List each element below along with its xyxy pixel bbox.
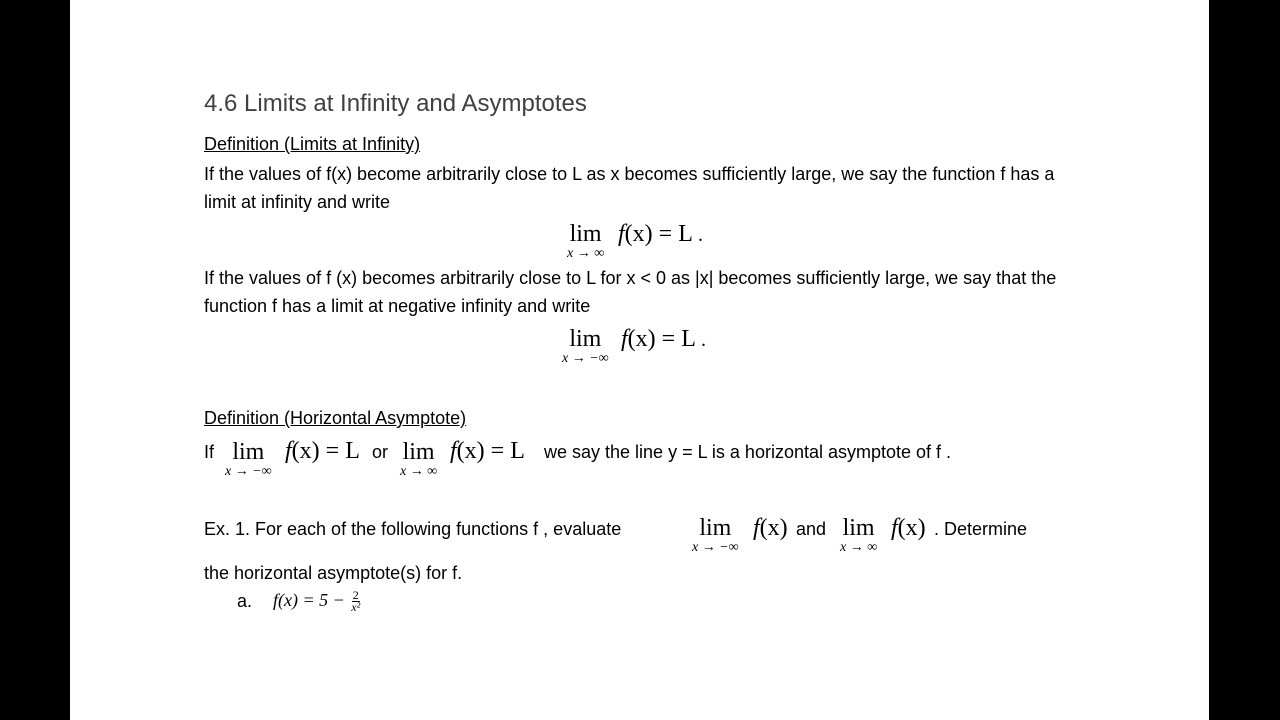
function-arg: (x)	[759, 515, 788, 541]
function-f: f	[753, 515, 760, 541]
lim-word: lim	[569, 221, 602, 247]
example-item-a-label: a.	[237, 591, 253, 611]
function-arg: (x)	[291, 438, 320, 464]
lim-subscript: x → ∞	[840, 540, 878, 555]
lim-word: lim	[699, 515, 732, 541]
function-f: f	[285, 438, 292, 464]
limit-expression-pos-inf	[618, 220, 703, 249]
definition-limits-text-2: If the values of f (x) becomes arbitrarily close to L for x < 0 as |x| becomes sufficiently large, we say that the function f has a limit at negative infinity and write	[204, 268, 1057, 316]
limit-operator-neg-inf	[562, 327, 609, 367]
slide	[70, 0, 1209, 720]
function-arg: (x)	[456, 438, 485, 464]
asymptote-expression-2	[450, 437, 525, 465]
slide-title: 4.6 Limits at Infinity and Asymptotes	[204, 90, 587, 117]
lim-word: lim	[569, 326, 602, 352]
limit-expression-neg-inf	[621, 325, 706, 354]
function-f: f	[618, 221, 625, 247]
lim-subscript: x → −∞	[692, 540, 739, 555]
function-arg: (x)	[624, 221, 653, 247]
example-item-a-expression	[273, 588, 360, 613]
lim-subscript: x → −∞	[225, 464, 272, 479]
asymptote-if: If	[204, 442, 215, 462]
example-limit-neg-inf	[692, 516, 739, 556]
lim-word: lim	[232, 439, 265, 465]
limit-operator-pos-inf	[567, 222, 604, 262]
period: .	[700, 329, 706, 351]
lim-subscript: x → ∞	[400, 464, 438, 479]
example-expression-1	[753, 514, 788, 542]
lim-subscript: x → ∞	[567, 246, 605, 261]
lim-subscript: x → −∞	[562, 351, 609, 366]
function-f: f	[621, 326, 628, 352]
asymptote-conclusion: we say the line y = L is a horizontal asymptote of f .	[544, 442, 952, 462]
example-lead: Ex. 1. For each of the following functions f , evaluate	[204, 519, 622, 539]
asymptote-limit-pos-inf	[400, 440, 437, 480]
example-line-2: the horizontal asymptote(s) for f.	[204, 563, 463, 583]
function-arg: (x)	[627, 326, 656, 352]
equals-L: = L	[490, 438, 525, 464]
example-tail: . Determine	[934, 519, 1028, 539]
lim-word: lim	[402, 439, 435, 465]
item-a-lhs: f(x) = 5 −	[273, 590, 345, 610]
example-limit-pos-inf	[840, 516, 877, 556]
lim-word: lim	[842, 515, 875, 541]
example-and: and	[796, 519, 827, 539]
equals-L: = L	[658, 221, 692, 247]
definition-asymptote-heading: Definition (Horizontal Asymptote)	[204, 408, 467, 428]
fraction-denominator: x²	[351, 600, 361, 615]
asymptote-limit-neg-inf	[225, 440, 272, 480]
fraction-numerator: 2	[352, 588, 359, 603]
asymptote-or: or	[372, 442, 389, 462]
definition-limits-heading: Definition (Limits at Infinity)	[204, 134, 421, 154]
item-a-fraction	[351, 590, 360, 613]
period: .	[697, 224, 703, 246]
equals-L: = L	[325, 438, 360, 464]
function-arg: (x)	[897, 515, 926, 541]
asymptote-expression-1	[285, 437, 360, 465]
function-f: f	[891, 515, 898, 541]
example-expression-2	[891, 514, 926, 542]
definition-limits-text-1: If the values of f(x) become arbitrarily close to L as x becomes sufficiently large, we say the function f has a limit at infinity and write	[204, 164, 1055, 212]
function-f: f	[450, 438, 457, 464]
equals-L: = L	[661, 326, 695, 352]
